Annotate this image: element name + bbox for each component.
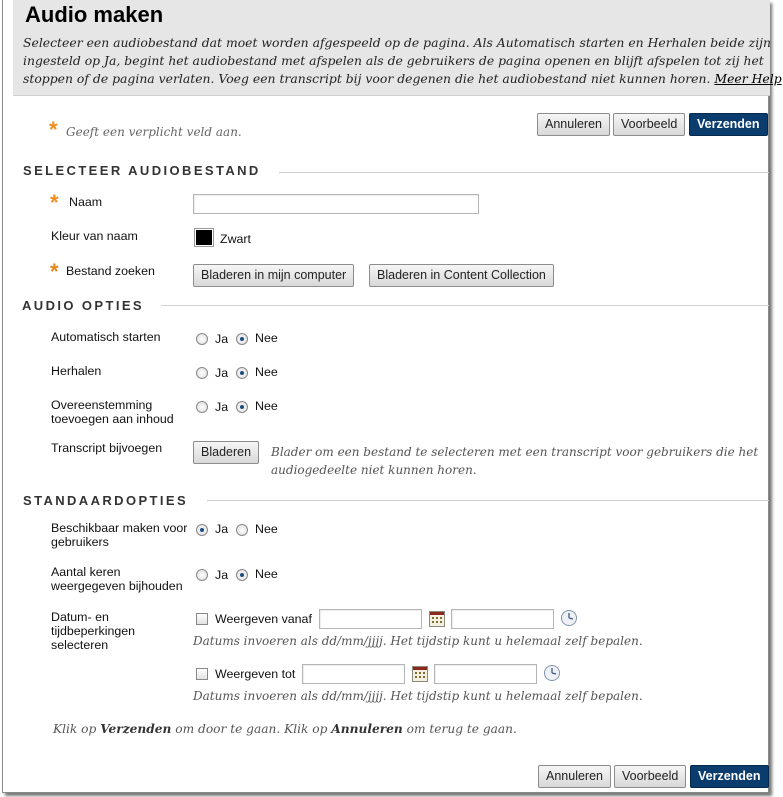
required-star-icon: *	[49, 117, 58, 142]
available-yes-label: Ja	[215, 522, 229, 536]
available-no-label: Nee	[255, 522, 278, 536]
color-label: Kleur van naam	[51, 229, 138, 243]
page-title: Audio maken	[25, 2, 164, 27]
show-from-checkbox[interactable]	[196, 613, 208, 625]
transcript-browse-button[interactable]: Bladeren	[193, 441, 259, 464]
loop-yes-radio[interactable]	[196, 367, 208, 379]
color-value: Zwart	[220, 232, 251, 246]
views-yes-radio[interactable]	[196, 569, 208, 581]
page-header	[13, 0, 782, 96]
loop-yes-label: Ja	[215, 366, 229, 380]
available-no-radio[interactable]	[236, 524, 248, 536]
autostart-yes-radio[interactable]	[196, 333, 208, 345]
show-from-hint: Datums invoeren als dd/mm/jjjj. Het tijdstip kunt u helemaal zelf bepalen.	[193, 634, 643, 648]
transcript-hint: Blader om een bestand te selecteren met een transcript voor gebruikers die het audiogedeelte niet kunnen horen.	[271, 445, 759, 477]
available-yes-radio[interactable]	[196, 524, 208, 536]
required-note: Geeft een verplicht veld aan.	[66, 125, 242, 139]
show-from-date-input[interactable]	[319, 609, 422, 629]
preview-button-top[interactable]: Voorbeeld	[613, 113, 685, 136]
color-picker[interactable]	[194, 228, 214, 247]
calendar-icon[interactable]	[411, 665, 429, 683]
section-divider	[161, 305, 769, 306]
views-label: Aantal keren weergegeven bijhouden	[51, 565, 183, 593]
date-label: Datum- en tijdbeperkingen selecteren	[51, 610, 136, 652]
show-from-label: Weergeven vanaf	[215, 612, 312, 626]
available-label: Beschikbaar maken voor gebruikers	[51, 521, 188, 549]
loop-label: Herhalen	[51, 364, 102, 378]
preview-button-bottom[interactable]: Voorbeeld	[614, 765, 686, 788]
browse-computer-button[interactable]: Bladeren in mijn computer	[193, 264, 354, 287]
show-until-date-input[interactable]	[302, 664, 405, 684]
name-label: Naam	[69, 195, 103, 209]
required-star-icon: *	[50, 190, 59, 215]
cancel-button-top[interactable]: Annuleren	[537, 113, 610, 136]
views-no-label: Nee	[255, 567, 278, 581]
show-until-checkbox[interactable]	[196, 668, 208, 680]
autostart-no-label: Nee	[255, 331, 278, 345]
transcript-label: Transcript bijvoegen	[51, 441, 163, 455]
match-label: Overeenstemming toevoegen aan inhoud	[51, 398, 174, 426]
loop-no-radio[interactable]	[236, 367, 248, 379]
autostart-no-radio[interactable]	[236, 333, 248, 345]
views-no-radio[interactable]	[236, 569, 248, 581]
section-divider	[207, 500, 769, 501]
description-line-1: Selecteer een audiobestand dat moet worden afgespeeld op de pagina. Als Automatisch starten en Herhalen beide zijn	[23, 35, 771, 50]
page-description	[23, 34, 783, 88]
name-input[interactable]	[193, 194, 479, 214]
section-title-standard: STANDAARDOPTIES	[23, 493, 189, 508]
section-title-file: SELECTEER AUDIOBESTAND	[23, 163, 261, 178]
show-until-label: Weergeven tot	[215, 667, 296, 681]
submit-button-bottom[interactable]: Verzenden	[690, 765, 769, 788]
description-line-3: stoppen of de pagina verlaten. Voeg een transcript bij voor degenen die het audiobestand niet kunnen horen. Meer Help	[23, 71, 782, 86]
page-frame	[2, 0, 782, 793]
show-until-hint: Datums invoeren als dd/mm/jjjj. Het tijdstip kunt u helemaal zelf bepalen.	[193, 689, 643, 703]
section-divider	[279, 172, 769, 173]
cancel-button-bottom[interactable]: Annuleren	[538, 765, 611, 788]
section-title-audio: AUDIO OPTIES	[22, 298, 144, 313]
description-line-2: ingesteld op Ja, begint het audiobestand met afspelen als de gebruikers de pagina openen en blijft afspelen tot zij het	[23, 53, 764, 68]
match-yes-label: Ja	[215, 400, 229, 414]
clock-icon[interactable]	[543, 664, 561, 682]
browse-collection-button[interactable]: Bladeren in Content Collection	[369, 264, 554, 287]
file-label: Bestand zoeken	[66, 264, 155, 278]
show-from-time-input[interactable]	[451, 609, 554, 629]
match-yes-radio[interactable]	[196, 401, 208, 413]
show-until-time-input[interactable]	[434, 664, 537, 684]
help-link[interactable]: Meer Help	[714, 71, 782, 86]
color-swatch	[196, 230, 212, 245]
autostart-yes-label: Ja	[215, 332, 229, 346]
calendar-icon[interactable]	[428, 610, 446, 628]
autostart-label: Automatisch starten	[51, 330, 161, 344]
views-yes-label: Ja	[215, 568, 229, 582]
required-star-icon: *	[50, 259, 59, 284]
clock-icon[interactable]	[560, 609, 578, 627]
submit-button-top[interactable]: Verzenden	[689, 113, 768, 136]
loop-no-label: Nee	[255, 365, 278, 379]
footer-instructions: Klik op Verzenden om door te gaan. Klik op Annuleren om terug te gaan.	[53, 722, 517, 736]
match-no-label: Nee	[255, 399, 278, 413]
match-no-radio[interactable]	[236, 401, 248, 413]
